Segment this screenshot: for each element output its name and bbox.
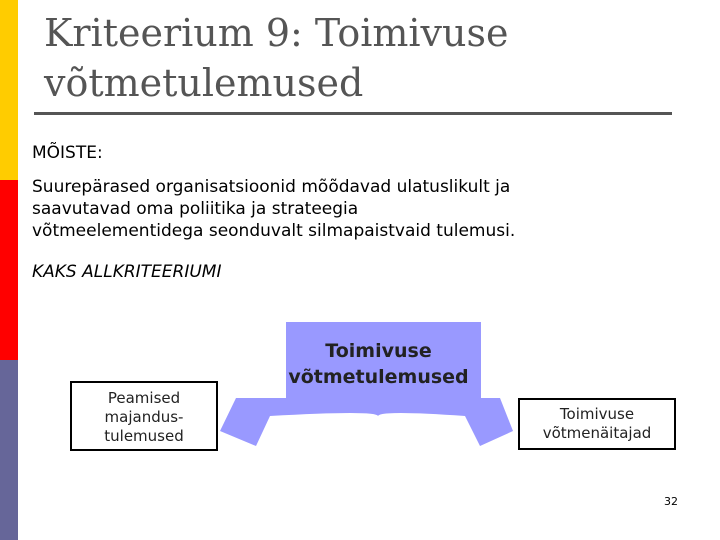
slide-title-line1: Kriteerium 9: Toimivuse	[44, 11, 509, 55]
section-label: MÕISTE:	[32, 143, 103, 163]
center-label-line: Toimivuse	[325, 340, 432, 362]
box-left-line: majandus-	[104, 408, 184, 426]
center-label-line: võtmetulemused	[288, 366, 469, 388]
definition-line: Suurepärased organisatsioonid mõõdavad ulatuslikult ja	[32, 177, 511, 197]
subcriterion-box-left	[70, 381, 218, 451]
box-left-line: Peamised	[107, 389, 181, 407]
box-right-line: võtmenäitajad	[542, 424, 652, 442]
slide-title-line2: võtmetulemused	[44, 61, 364, 105]
box-left-line: tulemused	[104, 427, 184, 445]
box-right-line: Toimivuse	[559, 405, 635, 423]
definition-line: saavutavad oma poliitika ja strateegia	[32, 199, 359, 219]
subcriterion-box-right	[518, 398, 676, 450]
definition-line: võtmeelementidega seonduvalt silmapaistvaid tulemusi.	[32, 221, 516, 241]
subcriteria-label: KAKS ALLKRITEERIUMI	[32, 262, 222, 282]
page-number: 32	[664, 495, 678, 508]
center-label	[276, 338, 481, 390]
